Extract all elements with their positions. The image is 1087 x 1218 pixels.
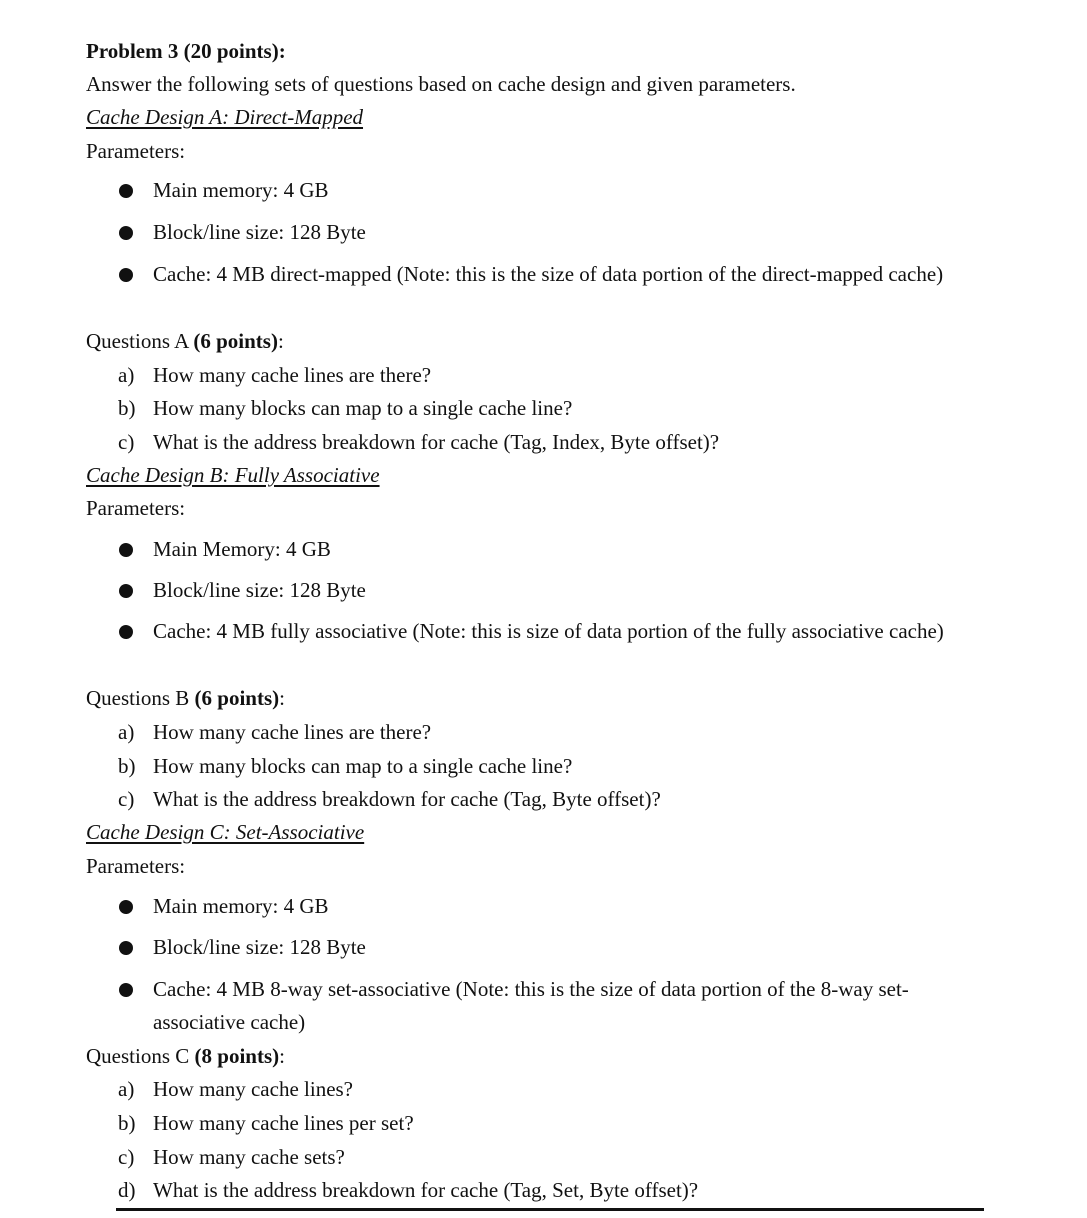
bullet-text: Block/line size: 128 Byte <box>153 935 366 959</box>
problem-title: Problem 3 (20 points): <box>86 39 286 63</box>
bullet-text: Block/line size: 128 Byte <box>153 578 366 602</box>
bullet-icon <box>119 983 133 997</box>
question-text: What is the address breakdown for cache (Tag, Set, Byte offset)? <box>153 1178 699 1202</box>
question-text: How many blocks can map to a single cache line? <box>153 396 573 420</box>
question-text: How many cache lines are there? <box>153 720 432 744</box>
bullet-icon <box>119 184 133 198</box>
bullet-text: Main memory: 4 GB <box>153 894 329 918</box>
design-a-questions-header <box>86 327 284 355</box>
bullet-icon <box>119 584 133 598</box>
design-c-heading: Cache Design C: Set-Associative <box>86 820 365 844</box>
question-letter: c) <box>118 1145 135 1169</box>
questions-points: (6 points) <box>193 329 278 353</box>
design-a-params-label: Parameters: <box>86 139 186 163</box>
design-b-heading: Cache Design B: Fully Associative <box>86 463 380 487</box>
bullet-icon <box>119 941 133 955</box>
question-letter: a) <box>118 1077 135 1101</box>
question-letter: a) <box>118 363 135 387</box>
question-text: How many cache lines per set? <box>153 1111 414 1135</box>
questions-label: Questions C <box>86 1044 190 1068</box>
design-a-heading: Cache Design A: Direct-Mapped <box>86 105 364 129</box>
questions-points: (8 points) <box>194 1044 280 1068</box>
question-letter: b) <box>118 1111 136 1135</box>
question-text: What is the address breakdown for cache (Tag, Byte offset)? <box>153 787 661 811</box>
bullet-icon <box>119 268 133 282</box>
questions-label: Questions A <box>86 329 189 353</box>
bullet-text: Cache: 4 MB 8-way set-associative (Note: this is the size of data portion of the 8-way set-associative cache) <box>153 977 909 1034</box>
bullet-text: Cache: 4 MB fully associative (Note: this is size of data portion of the fully associative cache) <box>153 619 944 643</box>
bullet-text: Main memory: 4 GB <box>153 178 329 202</box>
question-letter: c) <box>118 787 135 811</box>
question-letter: b) <box>118 396 136 420</box>
questions-colon: : <box>279 686 285 710</box>
questions-label: Questions B <box>86 686 190 710</box>
bullet-icon <box>119 543 133 557</box>
question-letter: d) <box>118 1178 136 1202</box>
design-c-params-label: Parameters: <box>86 854 186 878</box>
bullet-text: Main Memory: 4 GB <box>153 537 331 561</box>
question-text: How many cache sets? <box>153 1145 345 1169</box>
question-letter: a) <box>118 720 135 744</box>
question-text: What is the address breakdown for cache (Tag, Index, Byte offset)? <box>153 430 720 454</box>
question-text: How many blocks can map to a single cache line? <box>153 754 573 778</box>
bullet-text: Cache: 4 MB direct-mapped (Note: this is the size of data portion of the direct-mapped cache) <box>153 262 944 286</box>
questions-colon: : <box>277 329 284 353</box>
bullet-icon <box>119 226 133 240</box>
question-text: How many cache lines? <box>153 1077 354 1101</box>
bottom-divider <box>116 1208 984 1211</box>
questions-colon: : <box>279 1044 285 1068</box>
design-c-questions-header <box>86 1042 285 1070</box>
bullet-icon <box>119 625 133 639</box>
question-text: How many cache lines are there? <box>153 363 432 387</box>
design-b-questions-header <box>86 684 285 712</box>
questions-points: (6 points) <box>194 686 280 710</box>
question-letter: c) <box>118 430 135 454</box>
bullet-icon <box>119 900 133 914</box>
problem-intro: Answer the following sets of questions based on cache design and given parameters. <box>86 72 796 96</box>
question-letter: b) <box>118 754 136 778</box>
bullet-text: Block/line size: 128 Byte <box>153 220 366 244</box>
design-b-params-label: Parameters: <box>86 496 186 520</box>
